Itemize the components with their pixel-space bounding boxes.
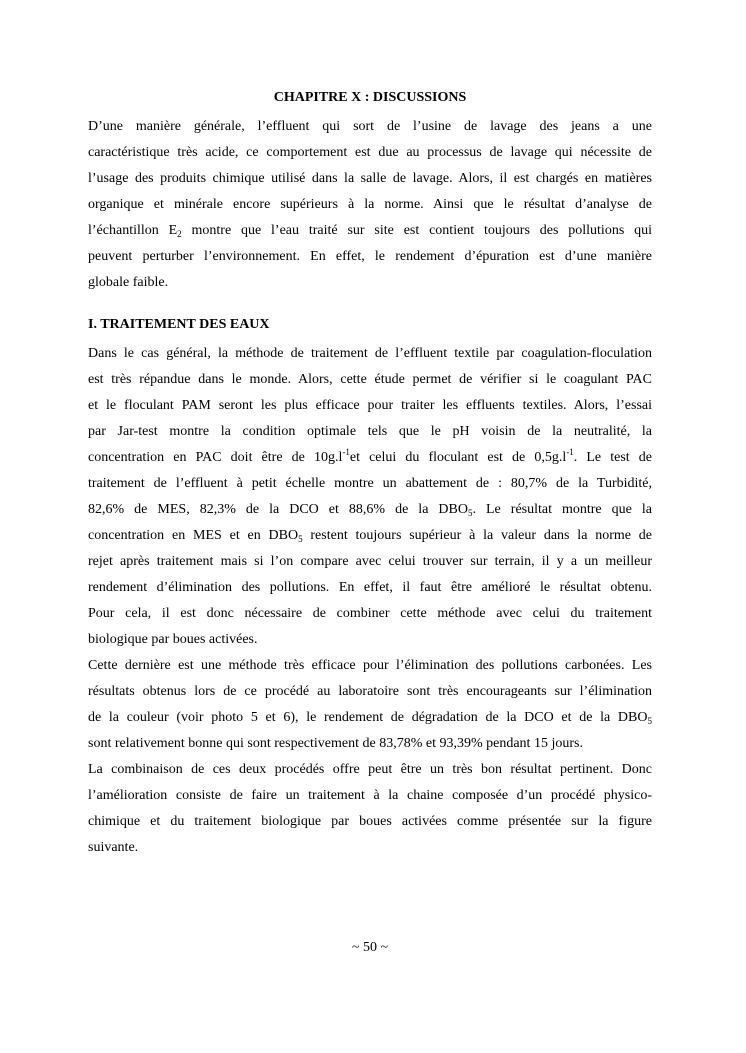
combination-paragraph bbox=[88, 757, 652, 861]
text-line: globale faible. bbox=[88, 275, 169, 290]
text-line: biologique par boues activées. bbox=[88, 632, 258, 647]
text-line: concentration en PAC doit être de $10g.l^{-1}et$ celui du floculant est de $0,5g.l^{-1}$. Le test de bbox=[88, 447, 652, 465]
text-line: Cette dernière est une méthode très efficace pour l’élimination des pollutions carbonées. Les bbox=[88, 658, 652, 673]
text-line: suivante. bbox=[88, 840, 139, 855]
text-line: chimique et du traitement biologique par boues activées comme présentée sur la figure bbox=[88, 814, 652, 829]
text-line: rendement d’élimination des pollutions. En effet, il faut être amélioré le résultat obtenu. bbox=[88, 580, 652, 595]
superscript: -1 bbox=[342, 447, 350, 457]
text-line: de la couleur (voir photo 5 et 6), le rendement de dégradation de la DCO et de la $DBO_5$ bbox=[88, 710, 652, 726]
text-line: D’une manière générale, l’effluent qui sort de l’usine de lavage des jeans a une bbox=[88, 119, 652, 134]
text-line: traitement de l’effluent à petit échelle montre un abattement de : 80,7% de la Turbidité, bbox=[88, 476, 652, 491]
text-line: sont relativement bonne qui sont respectivement de 83,78% et 93,39% pendant 15 jours. bbox=[88, 736, 583, 751]
treatment-paragraph bbox=[88, 341, 652, 653]
text-line: organique et minérale encore supérieurs à la norme. Ainsi que le résultat d’analyse de bbox=[88, 197, 652, 212]
text-line: Dans le cas général, la méthode de traitement de l’effluent textile par coagulation-floculation bbox=[88, 346, 652, 361]
text-line: peuvent perturber l’environnement. En effet, le rendement d’épuration est d’une manière bbox=[88, 249, 652, 264]
chapter-title: CHAPITRE X : DISCUSSIONS bbox=[273, 90, 467, 105]
text-line: 82,6% de MES, 82,3% de la DCO et 88,6% de la $DBO_5$. Le résultat montre que la bbox=[88, 502, 652, 518]
text-line: Pour cela, il est donc nécessaire de combiner cette méthode avec celui du traitement bbox=[88, 606, 652, 621]
text-line: l’échantillon $E_2$ montre que l’eau traité sur site est contient toujours des pollutions qui bbox=[88, 223, 652, 239]
subscript: 2 bbox=[177, 229, 182, 239]
superscript: -1 bbox=[566, 447, 574, 457]
subscript: 5 bbox=[647, 716, 652, 726]
biological-paragraph bbox=[88, 653, 652, 757]
text-line: l’usage des produits chimique utilisé dans la salle de lavage. Alors, il est chargés en matières bbox=[88, 171, 652, 186]
text-line: La combinaison de ces deux procédés offre peut être un très bon résultat pertinent. Donc bbox=[88, 762, 652, 777]
subscript: 5 bbox=[467, 508, 473, 518]
text-line: et le floculant PAM seront les plus efficace pour traiter les effluents textiles. Alors, l’essai bbox=[88, 398, 652, 413]
intro-paragraph bbox=[88, 114, 652, 296]
text-line: par Jar-test montre la condition optimale tels que le pH voisin de la neutralité, la bbox=[88, 424, 652, 439]
text-line: rejet après traitement mais si l’on compare avec celui trouver sur terrain, il y a un meilleur bbox=[88, 554, 652, 569]
text-line: concentration en MES et en $DBO_5$ restent toujours supérieur à la valeur dans la norme de bbox=[88, 528, 652, 544]
text-line: caractéristique très acide, ce comportement est due au processus de lavage qui nécessite de bbox=[88, 145, 652, 160]
subscript: 5 bbox=[298, 534, 303, 544]
section-heading: I. TRAITEMENT DES EAUX bbox=[88, 317, 270, 332]
text-line: l’amélioration consiste de faire un traitement à la chaine composée d’un procédé physico- bbox=[88, 788, 652, 803]
text-line: est très répandue dans le monde. Alors, cette étude permet de vérifier si le coagulant PAC bbox=[88, 372, 652, 387]
page-number: ~ 50 ~ bbox=[351, 940, 389, 955]
text-line: résultats obtenus lors de ce procédé au laboratoire sont très encourageants sur l’élimination bbox=[88, 684, 652, 699]
